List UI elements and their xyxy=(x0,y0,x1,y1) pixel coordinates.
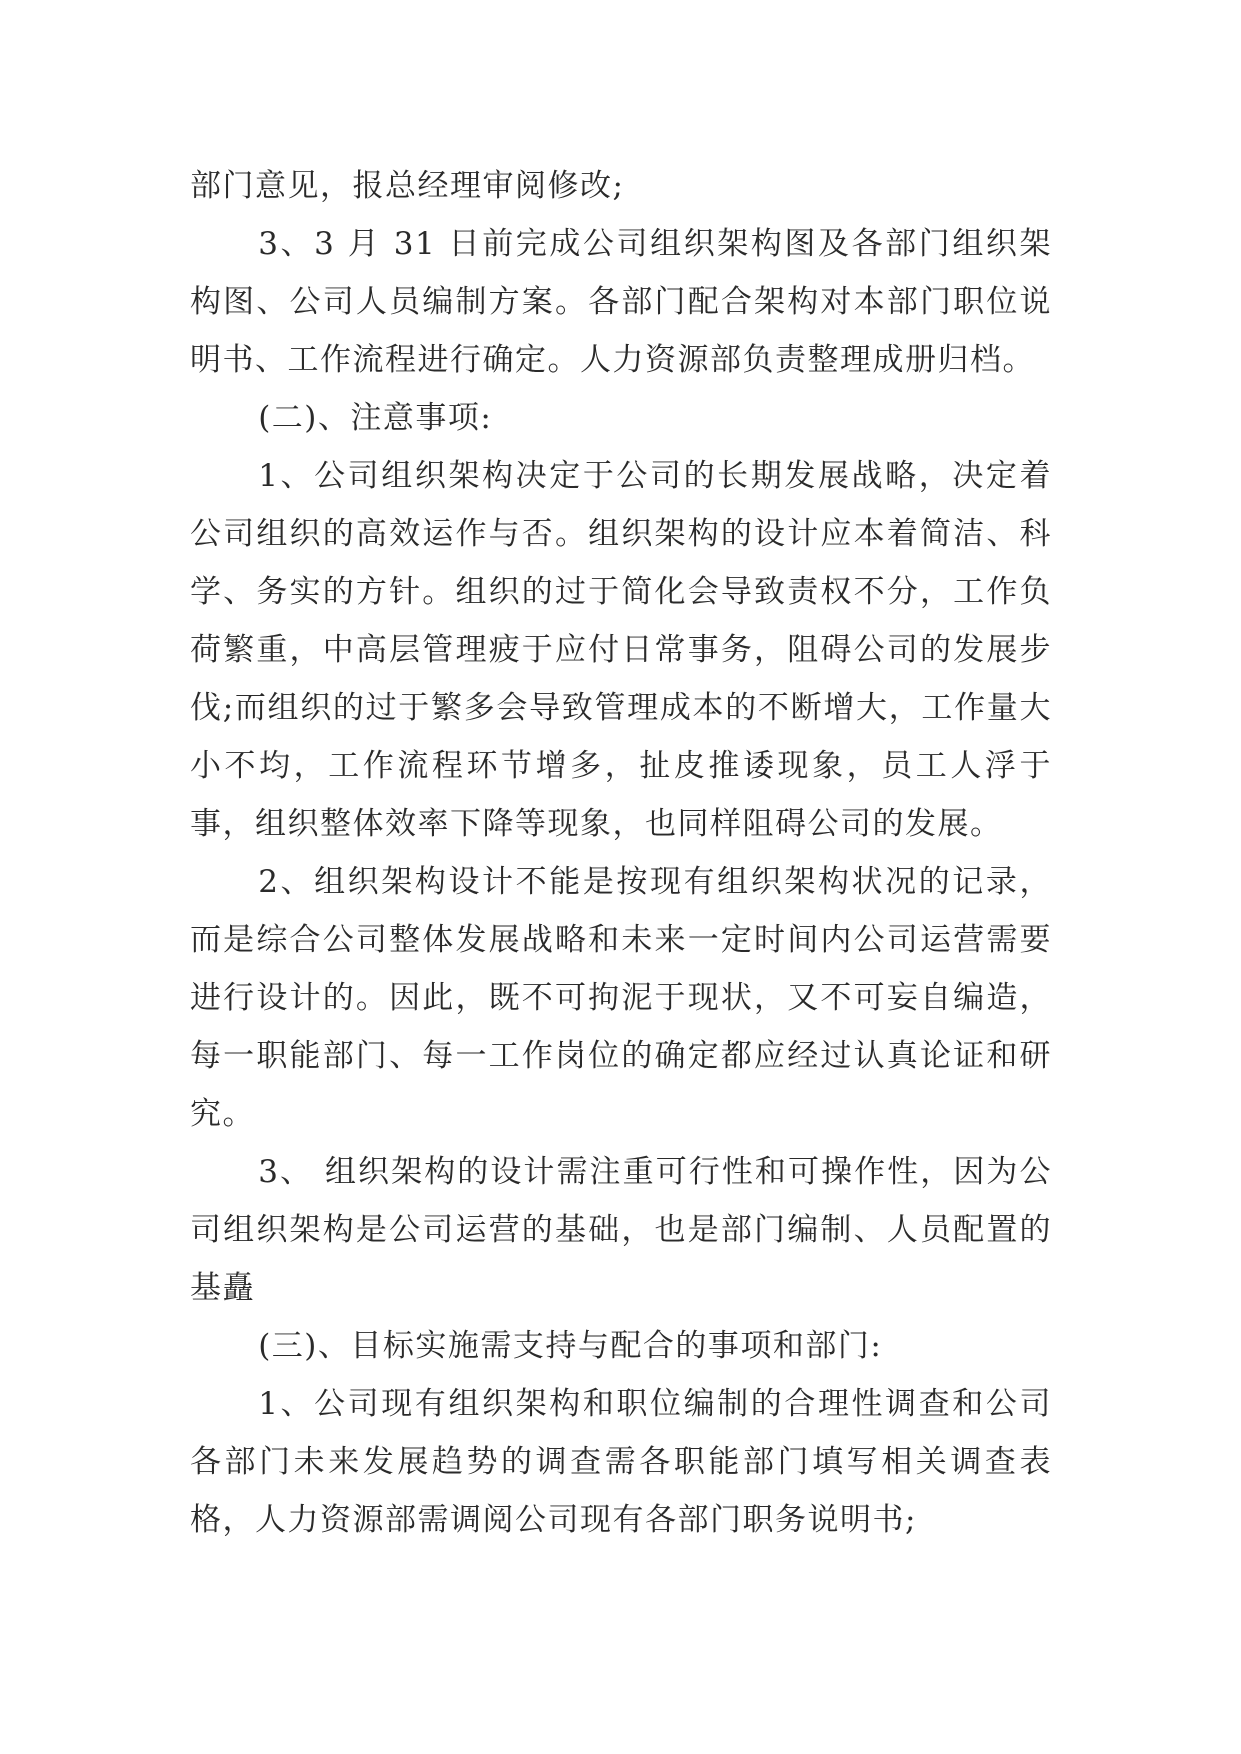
section-heading: (三)、目标实施需支持与配合的事项和部门: xyxy=(258,1328,883,1364)
paragraph: 1、公司组织架构决定于公司的长期发展战略，决定着公司组织的高效运作与否。组织架构的设计应本着简洁、科学、务实的方针。组织的过于简化会导致责权不分，工作负荷繁重，中高层管理疲于应付日常事务，阻碍公司的发展步伐;而组织的过于繁多会导致管理成本的不断增大，工作量大小不均，工作流程环节增多，扯皮推诿现象，员工人浮于事，组织整体效率下降等现象，也同样阻碍公司的发展。 xyxy=(190,458,1052,842)
paragraph: 部门意见，报总经理审阅修改; xyxy=(190,168,625,204)
section-heading: (二)、注意事项: xyxy=(258,400,493,436)
paragraph: 2、组织架构设计不能是按现有组织架构状况的记录，而是综合公司整体发展战略和未来一定时间内公司运营需要进行设计的。因此，既不可拘泥于现状，又不可妄自编造，每一职能部门、每一工作岗位的确定都应经过认真论证和研究。 xyxy=(190,864,1052,1132)
document-body xyxy=(190,157,1052,1549)
paragraph: 3、3 月 31 日前完成公司组织架构图及各部门组织架构图、公司人员编制方案。各部门配合架构对本部门职位说明书、工作流程进行确定。人力资源部负责整理成册归档。 xyxy=(190,226,1052,378)
paragraph: 3、 组织架构的设计需注重可行性和可操作性，因为公司组织架构是公司运营的基础，也是部门编制、人员配置的基矗 xyxy=(190,1154,1052,1306)
paragraph: 1、公司现有组织架构和职位编制的合理性调查和公司各部门未来发展趋势的调查需各职能部门填写相关调查表格，人力资源部需调阅公司现有各部门职务说明书; xyxy=(190,1386,1052,1538)
